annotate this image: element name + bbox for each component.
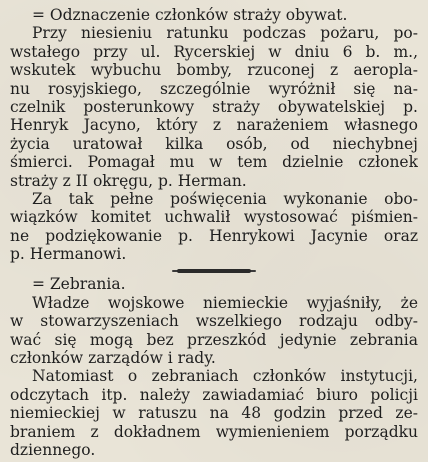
section-divider-rule [177, 269, 251, 273]
article-line: Natomiast o zebraniach członków instytucji, [32, 367, 418, 386]
article-headline: = Zebrania. [32, 275, 126, 294]
article-line: nu rosyjskiego, szczególnie wyróżnił się na- [10, 79, 418, 98]
article-zebrania [10, 275, 418, 459]
article-line: dziennego. [10, 440, 96, 459]
article-line: odczytach itp. należy zawiadamiać biuro policji [10, 385, 418, 404]
article-line: wiązków komitet uchwalił wystosować piśmien- [10, 208, 418, 227]
article-line: wstałego przy ul. Rycerskiej w dniu 6 b. m., [10, 42, 418, 61]
article-line: członków zarządów i rady. [10, 349, 216, 368]
article-line: życia uratował kilka osób, od niechybnej [10, 134, 418, 153]
article-line: Władze wojskowe niemieckie wyjaśniły, że [32, 293, 418, 312]
article-odznaczenie [10, 6, 418, 263]
article-line: śmierci. Pomagał mu w tem dzielnie członek [10, 153, 418, 172]
article-line: straży z II okręgu, p. Herman. [10, 171, 247, 190]
article-line: Za tak pełne poświęcenia wykonanie obo- [32, 189, 418, 208]
article-line: niemieckiej w ratuszu na 48 godzin przed ze- [10, 404, 418, 423]
article-line: Henryk Jacyno, który z narażeniem własnego [10, 116, 418, 135]
article-line: czelnik posterunkowy straży obywatelskiej p. [10, 97, 418, 116]
article-line: p. Hermanowi. [10, 245, 127, 264]
article-line: wać się mogą bez przeszkód jedynie zebrania [10, 330, 418, 349]
article-line: Przy niesieniu ratunku podczas pożaru, po- [32, 24, 418, 43]
article-line: ne podziękowanie p. Henrykowi Jacynie oraz [10, 226, 418, 245]
article-line: wskutek wybuchu bomby, rzuconej z aeropla- [10, 61, 418, 80]
article-headline: = Odznaczenie członków straży obywat. [32, 6, 348, 24]
article-line: w stowarzyszeniach wszelkiego rodzaju odby- [10, 312, 418, 331]
article-line: braniem z dokładnem wymienieniem porządku [10, 422, 418, 441]
